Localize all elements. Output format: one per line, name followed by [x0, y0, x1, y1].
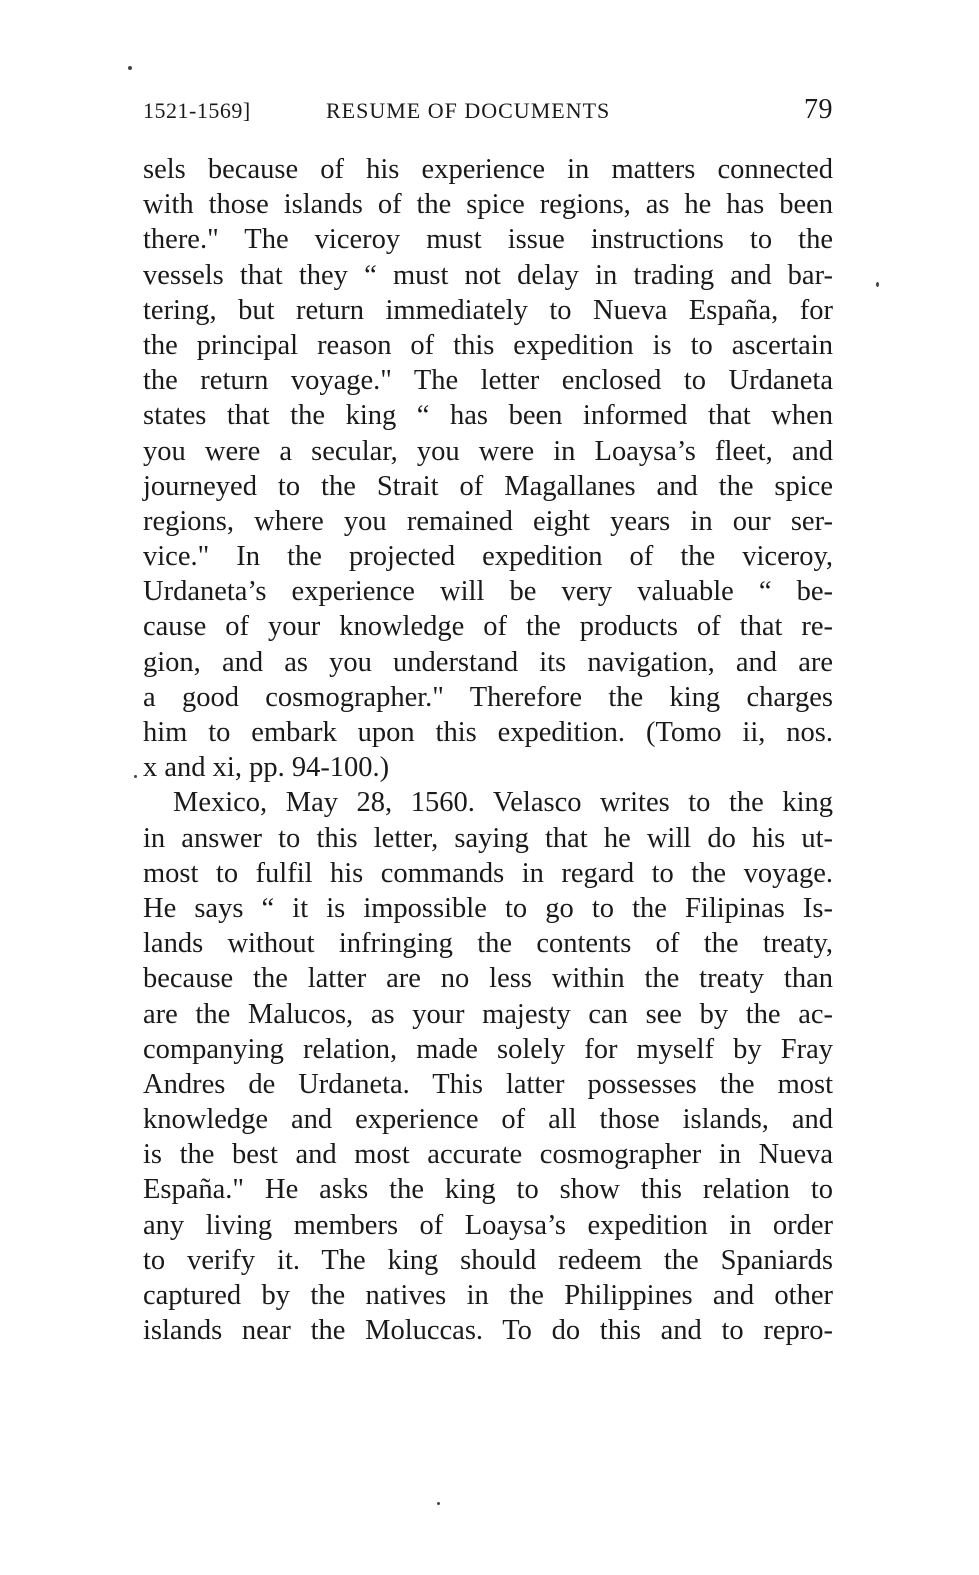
scan-speck	[134, 775, 137, 778]
running-header	[143, 94, 833, 130]
paragraph-start-line: Mexico, May 28, 1560. Velasco writes to the king	[173, 787, 833, 819]
text-line: vice." In the projected expedition of the viceroy,	[143, 541, 833, 573]
header-date-range: 1521-1569]	[143, 98, 251, 123]
text-line: states that the king “ has been informed that when	[143, 400, 833, 432]
text-line: lands without infringing the contents of the treaty,	[143, 928, 833, 960]
body-text	[143, 152, 833, 1348]
text-line: Andres de Urdaneta. This latter possesses the most	[143, 1068, 833, 1100]
text-line: companying relation, made solely for myself by Fray	[143, 1033, 833, 1065]
text-line: the principal reason of this expedition is to ascertain	[143, 329, 833, 361]
text-line: vessels that they “ must not delay in trading and bar-	[143, 259, 833, 291]
text-line: Urdaneta’s experience will be very valuable “ be-	[143, 576, 833, 608]
text-line: a good cosmographer." Therefore the king charges	[143, 681, 833, 713]
text-line: most to fulfil his commands in regard to the voyage.	[143, 857, 833, 889]
text-line: España." He asks the king to show this relation to	[143, 1174, 833, 1206]
text-line: sels because of his experience in matters connected	[143, 154, 833, 185]
text-line: because the latter are no less within the treaty than	[143, 963, 833, 995]
text-line: knowledge and experience of all those islands, and	[143, 1104, 833, 1136]
scan-speck	[128, 66, 132, 70]
text-line: there." The viceroy must issue instructions to the	[143, 224, 833, 256]
text-line: x and xi, pp. 94-100.)	[143, 752, 390, 784]
text-line: journeyed to the Strait of Magallanes and the spice	[143, 470, 833, 502]
text-line: islands near the Moluccas. To do this and to repro-	[143, 1315, 833, 1347]
text-line: captured by the natives in the Philippines and other	[143, 1280, 833, 1311]
scan-speck	[437, 1502, 440, 1505]
text-line: any living members of Loaysa’s expedition in order	[143, 1209, 833, 1241]
header-title: RESUME OF DOCUMENTS	[326, 98, 611, 123]
scan-speck	[876, 282, 879, 287]
text-line: tering, but return immediately to Nueva España, for	[143, 294, 833, 326]
text-line: with those islands of the spice regions, as he has been	[143, 189, 833, 221]
text-line: you were a secular, you were in Loaysa’s fleet, and	[143, 435, 833, 467]
text-line: cause of your knowledge of the products of that re-	[143, 611, 833, 643]
page-number: 79	[804, 94, 833, 125]
text-line: regions, where you remained eight years in our ser-	[143, 505, 833, 537]
text-line: is the best and most accurate cosmographer in Nueva	[143, 1139, 833, 1171]
text-line: in answer to this letter, saying that he will do his ut-	[143, 822, 833, 854]
text-line: him to embark upon this expedition. (Tomo ii, nos.	[143, 717, 833, 748]
text-line: the return voyage." The letter enclosed to Urdaneta	[143, 365, 833, 397]
text-line: to verify it. The king should redeem the Spaniards	[143, 1244, 833, 1276]
text-line: He says “ it is impossible to go to the Filipinas Is-	[143, 892, 833, 924]
text-line: gion, and as you understand its navigation, and are	[143, 646, 833, 678]
text-line: are the Malucos, as your majesty can see by the ac-	[143, 998, 833, 1030]
